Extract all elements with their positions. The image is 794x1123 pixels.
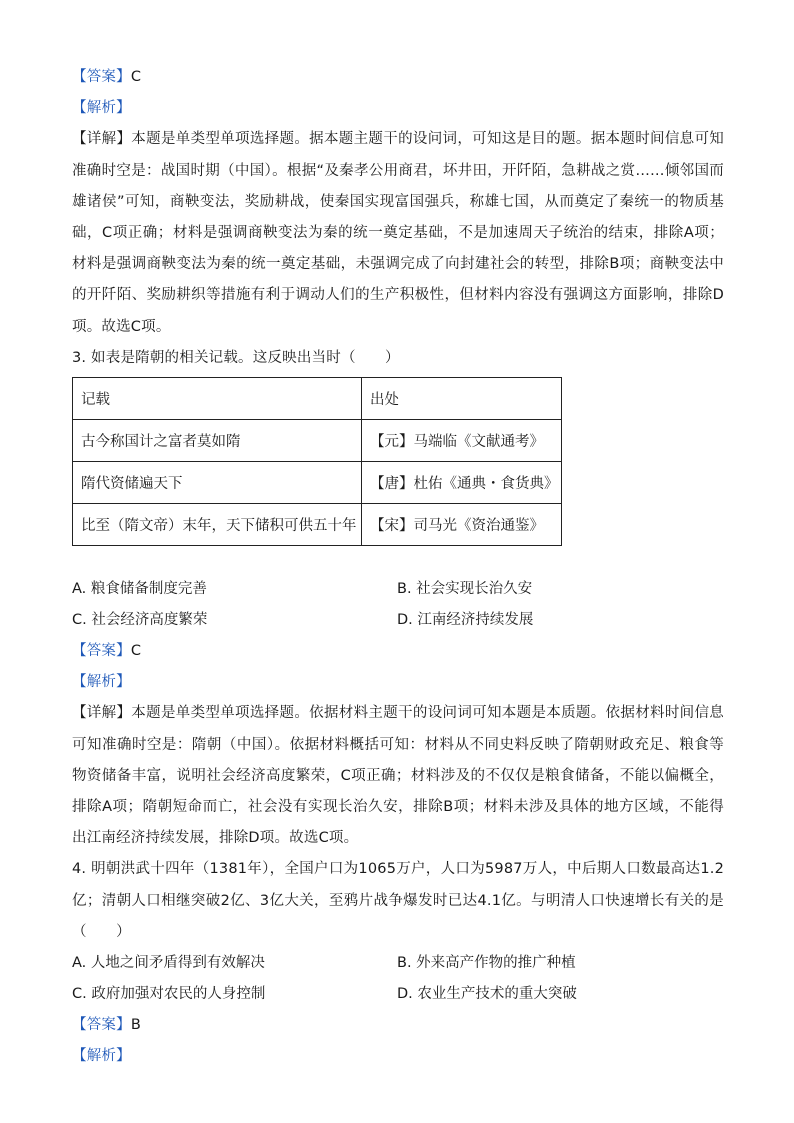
table-header-cell: 出处	[362, 378, 562, 420]
table-cell: 【宋】司马光《资治通鉴》	[362, 504, 562, 546]
detail-text: 本题是单类型单项选择题。据本题主题干的设问词，可知这是目的题。据本题时间信息可知准确时空是：战国时期（中国）。根据“及秦孝公用商君，坏井田，开阡陌，急耕战之赏……倾邻国而雄诸侯”可知，商鞅变法，奖励耕战，使秦国实现富国强兵，称雄七国，从而奠定了秦统一的物质基础，C项正确；材料是强调商鞅变法为秦的统一奠定基础，不是加速周天子统治的结束，排除A项；材料是强调商鞅变法为秦的统一奠定基础，未强调完成了向封建社会的转型，排除B项；商鞅变法中的开阡陌、奖励耕织等措施有利于调动人们的生产积极性，但材料内容没有强调这方面影响，排除D项。故选C项。	[72, 131, 724, 335]
detail-tag: 【详解】	[72, 705, 132, 722]
q4-options-row-1	[72, 948, 724, 979]
q3-answer-line	[72, 636, 724, 667]
option-a: A. 粮食储备制度完善	[72, 581, 207, 598]
option-b: B. 社会实现长治久安	[397, 581, 533, 598]
detail-text: 本题是单类型单项选择题。依据材料主题干的设问词可知本题是本质题。依据材料时间信息可知准确时空是：隋朝（中国）。依据材料概括可知：材料从不同史料反映了隋朝财政充足、粮食等物资储备丰富，说明社会经济高度繁荣，C项正确；材料涉及的不仅仅是粮食储备，不能以偏概全，排除A项；隋朝短命而亡，社会没有实现长治久安，排除B项；材料未涉及具体的地方区域，不能得出江南经济持续发展，排除D项。故选C项。	[72, 705, 724, 847]
option-a: A. 人地之间矛盾得到有效解决	[72, 955, 265, 972]
table-cell: 古今称国计之富者莫如隋	[73, 420, 362, 462]
option-d: D. 江南经济持续发展	[397, 612, 534, 629]
q3-stem: 3. 如表是隋朝的相关记载。这反映出当时（ ）	[72, 349, 400, 366]
q3-options-row-1	[72, 574, 724, 605]
answer-tag: 【答案】	[72, 1017, 131, 1034]
q2-detail-paragraph	[72, 124, 724, 342]
table-cell: 比至（隋文帝）末年，天下储积可供五十年	[73, 504, 362, 546]
table-header-cell: 记载	[73, 378, 362, 420]
q3-detail-paragraph	[72, 698, 724, 854]
q3-records-table	[72, 377, 562, 546]
analysis-tag: 【解析】	[72, 674, 131, 691]
answer-value: C	[130, 643, 142, 660]
q4-options-row-2	[72, 979, 724, 1010]
q4-analysis-line	[72, 1041, 724, 1072]
table-row	[73, 504, 562, 546]
answer-value: B	[130, 1017, 141, 1034]
option-d: D. 农业生产技术的重大突破	[397, 986, 577, 1003]
table-cell: 【元】马端临《文献通考》	[362, 420, 562, 462]
answer-tag: 【答案】	[72, 643, 131, 660]
table-row	[73, 420, 562, 462]
table-cell: 隋代资储遍天下	[73, 462, 362, 504]
option-c: C. 政府加强对农民的人身控制	[72, 986, 266, 1003]
analysis-tag: 【解析】	[72, 100, 131, 117]
q3-options-row-2	[72, 605, 724, 636]
answer-value: C	[130, 69, 142, 85]
answer-tag: 【答案】	[72, 69, 131, 85]
table-header-row	[73, 378, 562, 420]
detail-tag: 【详解】	[72, 131, 132, 148]
table-cell: 【唐】杜佑《通典・食货典》	[362, 462, 562, 504]
q3-analysis-line	[72, 667, 724, 698]
option-c: C. 社会经济高度繁荣	[72, 612, 208, 629]
q2-answer-line	[72, 62, 724, 93]
document-page	[72, 62, 724, 1072]
q2-analysis-line	[72, 93, 724, 124]
table-row	[73, 462, 562, 504]
option-b: B. 外来高产作物的推广种植	[397, 955, 576, 972]
q4-answer-line	[72, 1010, 724, 1041]
q4-stem: 4. 明朝洪武十四年（1381年），全国户口为1065万户，人口为5987万人，中后期人口数最高达1.2亿；清朝人口相继突破2亿、3亿大关，至鸦片战争爆发时已达4.1亿。与明清人口快速增长有关的是（ ）	[72, 861, 724, 940]
analysis-tag: 【解析】	[72, 1048, 131, 1065]
